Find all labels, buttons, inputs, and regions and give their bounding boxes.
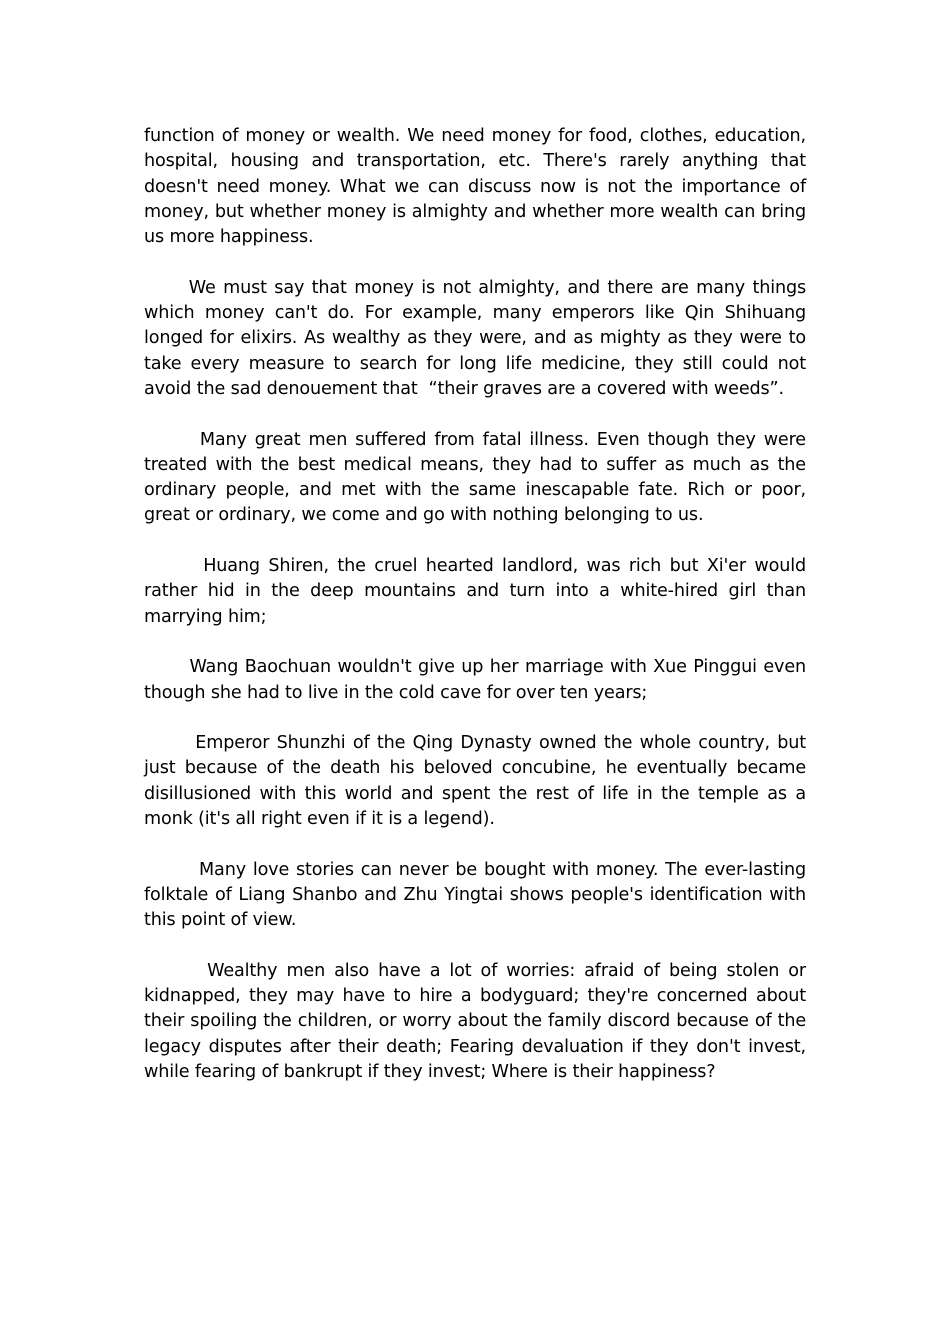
paragraph: Emperor Shunzhi of the Qing Dynasty owned the whole country, but just because of the death his beloved concubine, he eventually became disillusioned with this world and spent the rest of life in the temple as a monk (it's all right even if it is a legend). <box>144 733 812 830</box>
paragraph: Huang Shiren, the cruel hearted landlord, was rich but Xi'er would rather hid in the deep mountains and turn into a white-hired girl than marrying him; <box>144 556 812 627</box>
paragraph: Wang Baochuan wouldn't give up her marriage with Xue Pinggui even though she had to live in the cold cave for over ten years; <box>144 657 812 703</box>
paragraph: Wealthy men also have a lot of worries: afraid of being stolen or kidnapped, they may have to hire a bodyguard; they're concerned about their spoiling the children, or worry about the family discord because of the legacy disputes after their death; Fearing devaluation if they don't invest, while fearing of bankrupt if they invest; Where is their happiness? <box>144 960 812 1082</box>
paragraph: function of money or wealth. We need money for food, clothes, education, hospital, housing and transportation, etc. There's rarely anything that doesn't need money. What we can discuss now is not the importance of money, but whether money is almighty and whether more wealth can bring us more happiness. <box>144 126 812 248</box>
paragraph: Many love stories can never be bought with money. The ever-lasting folktale of Liang Shanbo and Zhu Yingtai shows people's identification with this point of view. <box>144 859 812 931</box>
body-text <box>144 124 812 1111</box>
paragraph: We must say that money is not almighty, and there are many things which money can't do. For example, many emperors like Qin Shihuang longed for elixirs. As wealthy as they were, and as mighty as they were to take every measure to search for long life medicine, they still could not avoid the sad denouement that “their graves are a covered with weeds”. <box>144 277 812 399</box>
paragraph: Many great men suffered from fatal illness. Even though they were treated with the best medical means, they had to suffer as much as the ordinary people, and met with the same inescapable fate. Rich or poor, great or ordinary, we come and go with nothing belonging to us. <box>144 429 812 526</box>
